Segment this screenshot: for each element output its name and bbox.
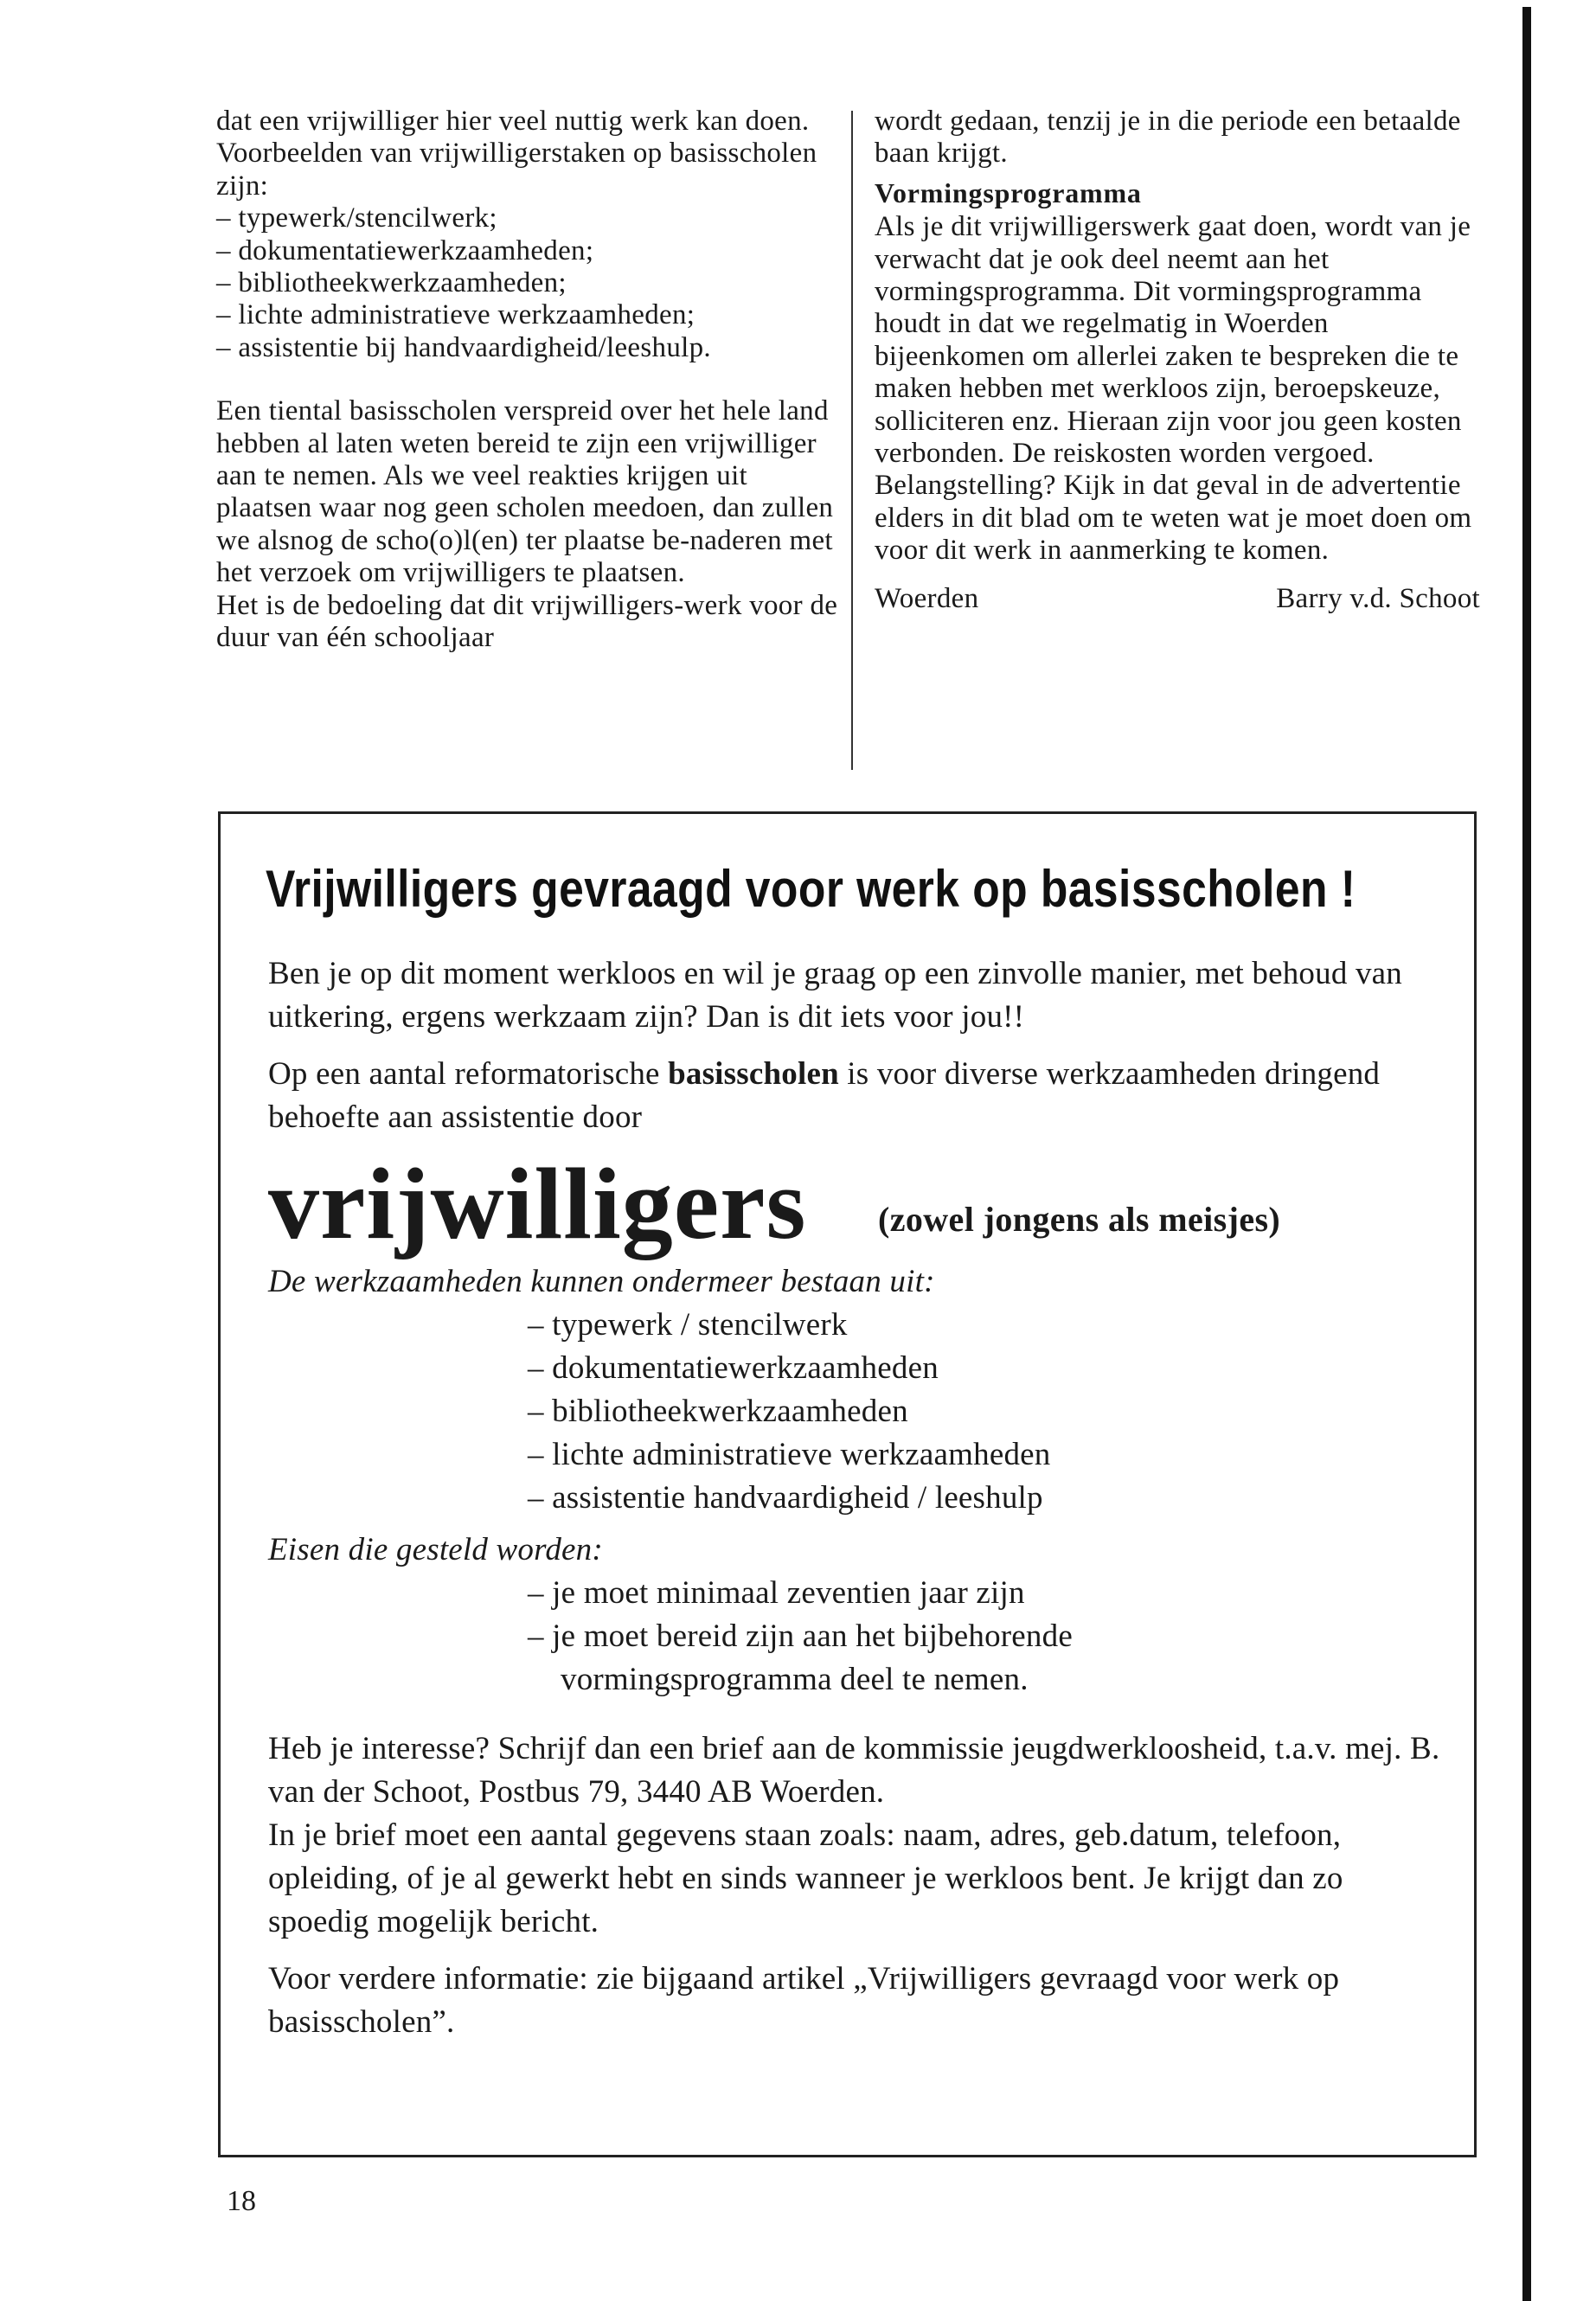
signature-author: Barry v.d. Schoot <box>1276 582 1480 614</box>
task-item: – lichte administratieve werkzaamheden <box>528 1437 1051 1472</box>
left-list-item: – dokumentatiewerkzaamheden; <box>216 234 594 266</box>
left-list-item: – typewerk/stencilwerk; <box>216 202 497 234</box>
right-paragraph-1: wordt gedaan, tenzij je in die periode een betaalde baan krijgt. <box>875 106 1461 170</box>
left-paragraph-4: Het is de bedoeling dat dit vrijwilligers-werk voor de duur van één schooljaar <box>216 589 838 654</box>
column-divider <box>851 111 853 770</box>
right-paragraph-2: Als je dit vrijwilligerswerk gaat doen, wordt van je verwacht dat je ook deel neemt aan het vormingsprogramma. Dit vormingsprogramma houdt in dat we regelmatig in Woerden bijeenkomen om allerlei zaken te bespreken die te maken hebben met werkloos zijn, beroepskeuze, solliciteren enz. Hieraan zijn voor jou geen kosten verbonden. De reiskosten worden vergoed. <box>875 211 1471 470</box>
contact-paragraph: Heb je interesse? Schrijf dan een brief aan de kommissie jeugdwerkloosheid, t.a.v. mej. B. van der Schoot, Postbus 79, 3440 AB Woerden. <box>268 1731 1440 1810</box>
requirement-item-continued: vormingsprogramma deel te nemen. <box>561 1662 1029 1697</box>
right-paragraph-3: Belangstelling? Kijk in dat geval in de advertentie elders in dit blad om te weten wat je moet doen om voor dit werk in aanmerking te komen. <box>875 470 1472 567</box>
big-word-note: (zowel jongens als meisjes) <box>878 1200 1281 1239</box>
requirements-list <box>528 1572 1445 1702</box>
advert-need-bold: basisscholen <box>668 1056 839 1092</box>
requirement-item: – je moet minimaal zeventien jaar zijn <box>528 1575 1025 1611</box>
left-list-item: – lichte administratieve werkzaamheden; <box>216 299 695 331</box>
requirement-item: – je moet bereid zijn aan het bijbehorende <box>528 1618 1073 1654</box>
left-column <box>216 106 839 655</box>
advert-need-post: is voor diverse werkzaamheden dringend behoefte aan assistentie door <box>268 1056 1381 1135</box>
advertisement-box <box>218 811 1477 2157</box>
more-info-paragraph: Voor verdere informatie: zie bijgaand artikel „Vrijwilligers gevraagd voor werk op basisscholen”. <box>268 1961 1340 2040</box>
left-list-item: – assistentie bij handvaardigheid/leeshulp. <box>216 331 711 363</box>
task-item: – dokumentatiewerkzaamheden <box>528 1350 939 1386</box>
advertisement-title: Vrijwilligers gevraagd voor werk op basisscholen ! <box>266 860 1356 918</box>
tasks-list <box>528 1304 1445 1520</box>
section-heading: Vormingsprogramma <box>875 176 1142 208</box>
left-paragraph-2-intro: Voorbeelden van vrijwilligerstaken op basisscholen zijn: <box>216 138 817 202</box>
signature-row <box>875 583 1480 615</box>
advert-need-pre: Op een aantal reformatorische <box>268 1056 669 1092</box>
letter-paragraph: In je brief moet een aantal gegevens staan zoals: naam, adres, geb.datum, telefoon, opleiding, of je al gewerkt hebt en sinds wanneer je werkloos bent. Je krijgt dan zo spoedig mogelijk bericht. <box>268 1817 1343 1939</box>
tasks-heading: De werkzaamheden kunnen ondermeer bestaan uit: <box>268 1264 935 1299</box>
signature-place: Woerden <box>875 582 979 614</box>
task-item: – typewerk / stencilwerk <box>528 1307 848 1343</box>
big-word-line <box>268 1147 1445 1260</box>
right-column <box>875 106 1480 615</box>
big-word: vrijwilligers <box>268 1147 807 1260</box>
advertisement-body <box>268 952 1445 2044</box>
requirements-heading: Eisen die gesteld worden: <box>268 1532 603 1567</box>
left-list-item: – bibliotheekwerkzaamheden; <box>216 267 567 299</box>
left-paragraph-3: Een tiental basisscholen verspreid over het hele land hebben al laten weten bereid te zijn een vrijwilliger aan te nemen. Als we veel reakties krijgen uit plaatsen waar nog geen scholen meedoen, dan zullen we alsnog de scho(o)l(en) ter plaatse be-naderen met het verzoek om vrijwilligers te plaatsen. <box>216 395 834 589</box>
task-item: – assistentie handvaardigheid / leeshulp <box>528 1480 1043 1516</box>
task-item: – bibliotheekwerkzaamheden <box>528 1394 908 1429</box>
page-number: 18 <box>227 2185 256 2217</box>
scan-edge-bar <box>1522 7 1531 2301</box>
advert-need <box>268 1053 1445 1139</box>
left-paragraph-1: dat een vrijwilliger hier veel nuttig werk kan doen. <box>216 106 810 137</box>
advert-intro: Ben je op dit moment werkloos en wil je graag op een zinvolle manier, met behoud van uitkering, ergens werkzaam zijn? Dan is dit iets voor jou!! <box>268 956 1402 1035</box>
